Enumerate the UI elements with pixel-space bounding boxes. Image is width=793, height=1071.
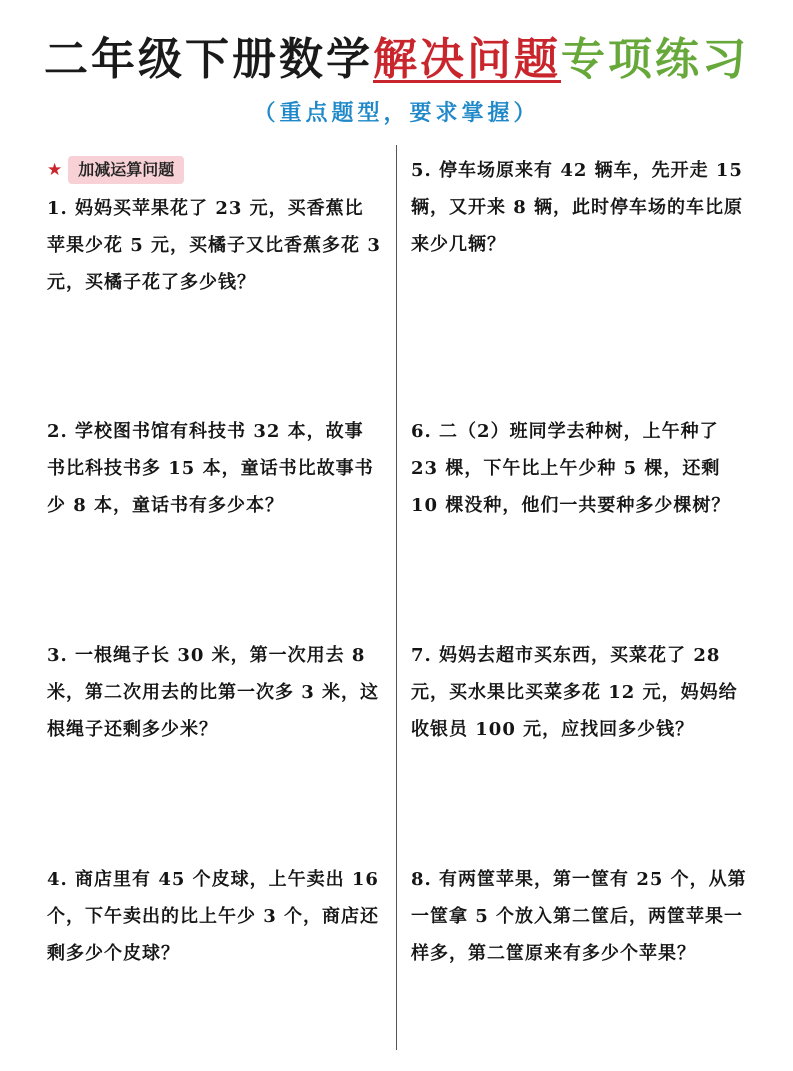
title-main: 二年级下册数学: [44, 34, 373, 85]
title-suffix: 专项练习: [561, 34, 749, 85]
question-5: 5. 停车场原来有 42 辆车，先开走 15 辆，又开来 8 辆，此时停车场的车比原来少几辆？: [411, 160, 744, 255]
question-4: 4. 商店里有 45 个皮球，上午卖出 16 个，下午卖出的比上午少 3 个，商店还剩多少个皮球？: [47, 869, 380, 964]
question-6: 6. 二（2）班同学去种树，上午种了 23 棵，下午比上午少种 5 棵，还剩 10 棵没种，他们一共要种多少棵树？: [411, 421, 731, 516]
question-1: 1. 妈妈买苹果花了 23 元，买香蕉比苹果少花 5 元，买橘子又比香蕉多花 3 元，买橘子花了多少钱？: [47, 198, 381, 293]
question-2: 2. 学校图书馆有科技书 32 本，故事书比科技书多 15 本，童话书比故事书少 8 本，童话书有多少本？: [47, 421, 374, 516]
page-subtitle: （重点题型，要求掌握）: [253, 101, 540, 126]
section-tag: [47, 156, 184, 184]
column-divider: [396, 145, 397, 1050]
question-7: 7. 妈妈去超市买东西，买菜花了 28 元，买水果比买菜多花 12 元，妈妈给收银员 100 元，应找回多少钱？: [411, 645, 738, 740]
star-icon: ★: [47, 160, 63, 180]
page-title: [0, 30, 793, 90]
question-3: 3. 一根绳子长 30 米，第一次用去 8 米，第二次用去的比第一次多 3 米，这根绳子还剩多少米？: [47, 645, 380, 740]
question-8: 8. 有两筐苹果，第一筐有 25 个，从第一筐拿 5 个放入第二筐后，两筐苹果一样多，第二筐原来有多少个苹果？: [411, 869, 747, 964]
title-highlight: 解决问题: [373, 34, 561, 85]
section-label: 加减运算问题: [68, 156, 184, 184]
